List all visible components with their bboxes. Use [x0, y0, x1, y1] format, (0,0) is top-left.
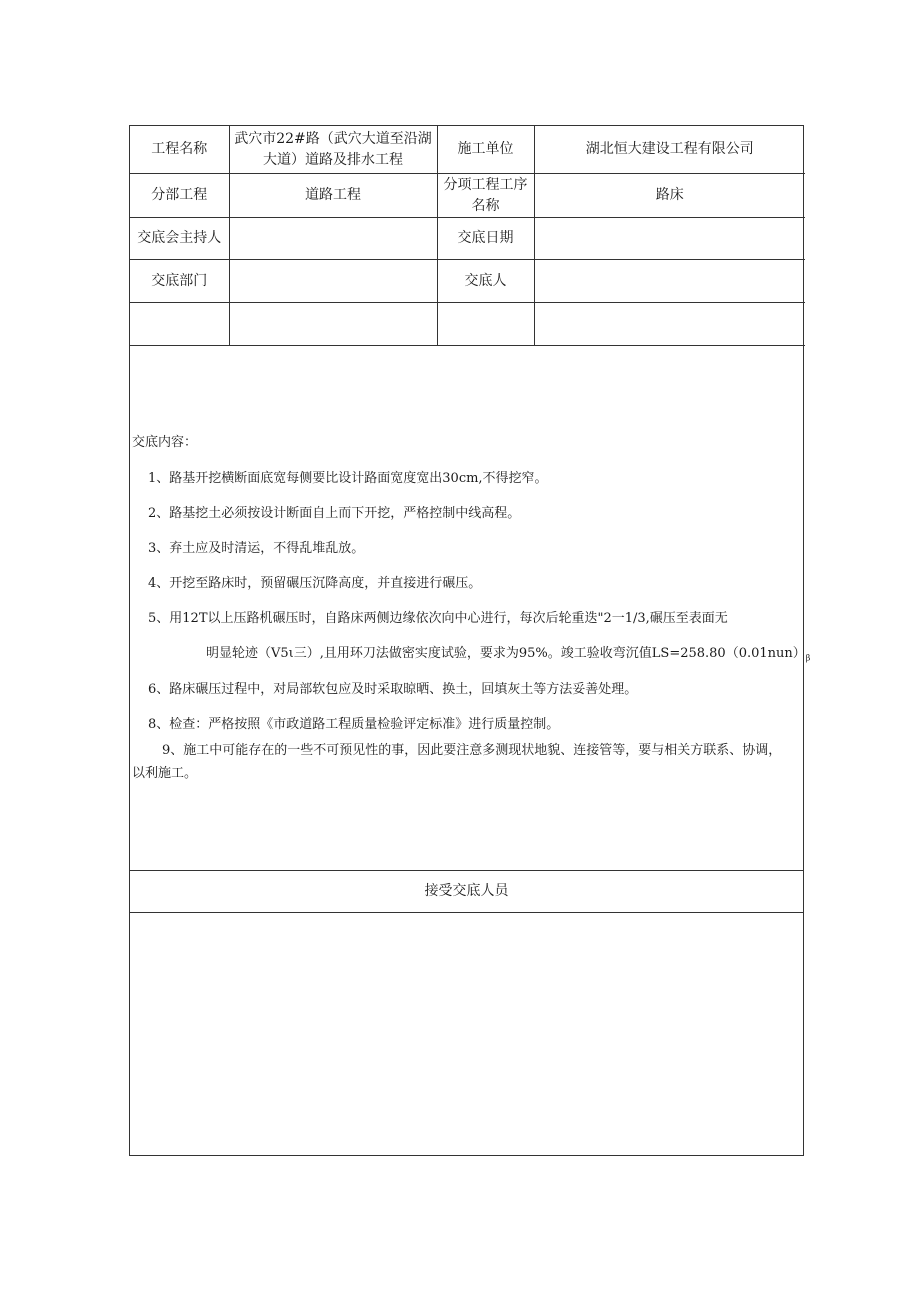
content-item-6: 6、路床碾压过程中，对局部软包应及时采取晾晒、换土，回填灰土等方法妥善处理。 — [148, 682, 638, 697]
content-item-5-line-1: 5、用12T以上压路机碾压时，自路床两侧边缘依次向中心进行，每次后轮重迭"2一1/3,碾压至表面无 — [148, 611, 728, 626]
division-value: 道路工程 — [229, 174, 437, 218]
blank-cell[interactable] — [437, 303, 534, 346]
presenter-value[interactable] — [534, 260, 805, 303]
date-value[interactable] — [534, 218, 805, 260]
date-label: 交底日期 — [437, 218, 534, 260]
disclosure-form — [129, 125, 811, 1156]
contractor-label: 施工单位 — [437, 126, 534, 174]
subitem-value: 路床 — [534, 174, 805, 218]
host-label: 交底会主持人 — [130, 218, 229, 260]
project-name-label: 工程名称 — [130, 126, 229, 174]
content-item-3: 3、弃土应及时清运，不得乱堆乱放。 — [148, 541, 365, 556]
header-row-blank — [130, 303, 805, 346]
content-item-8: 8、检查：严格按照《市政道路工程质量检验评定标准》进行质量控制。 — [148, 717, 560, 732]
content-item-2: 2、路基挖土必须按设计断面自上而下开挖，严格控制中线高程。 — [148, 506, 521, 521]
header-row-host — [130, 218, 805, 260]
content-item-9: 9、施工中可能存在的一些不可预见性的事，因此要注意多测现状地貌、连接管等，要与相关方联系、协调，以利施工。 — [132, 743, 782, 781]
content-label: 交底内容： — [132, 435, 198, 450]
content-item-1: 1、路基开挖横断面底宽每侧要比设计路面宽度宽出30cm,不得挖窄。 — [148, 471, 548, 486]
header-row-department — [130, 260, 805, 303]
host-value[interactable] — [229, 218, 437, 260]
content-item-4: 4、开挖至路床时，预留碾压沉降高度，并直接进行碾压。 — [148, 576, 482, 591]
receivers-signature-area[interactable] — [130, 913, 803, 1155]
contractor-value: 湖北恒大建设工程有限公司 — [534, 126, 805, 174]
content-item-5-line-2 — [206, 642, 810, 663]
header-row-division — [130, 174, 805, 218]
header-table — [130, 126, 805, 346]
receivers-title: 接受交底人员 — [130, 871, 803, 913]
content-item-5-mark: β — [805, 653, 811, 663]
department-value[interactable] — [229, 260, 437, 303]
disclosure-content — [130, 346, 811, 871]
division-label: 分部工程 — [130, 174, 229, 218]
blank-cell[interactable] — [534, 303, 805, 346]
presenter-label: 交底人 — [437, 260, 534, 303]
content-item-5-line-2-text: 明显轮迹（V5ι三）,且用环刀法做密实度试验，要求为95%。竣工验收弯沉值LS=258.80（0.01nun） — [206, 646, 806, 661]
department-label: 交底部门 — [130, 260, 229, 303]
project-name-value: 武穴市22#路（武穴大道至沿湖大道）道路及排水工程 — [229, 126, 437, 174]
subitem-label: 分项工程工序名称 — [437, 174, 534, 218]
blank-cell[interactable] — [130, 303, 229, 346]
header-row-project — [130, 126, 805, 174]
blank-cell[interactable] — [229, 303, 437, 346]
